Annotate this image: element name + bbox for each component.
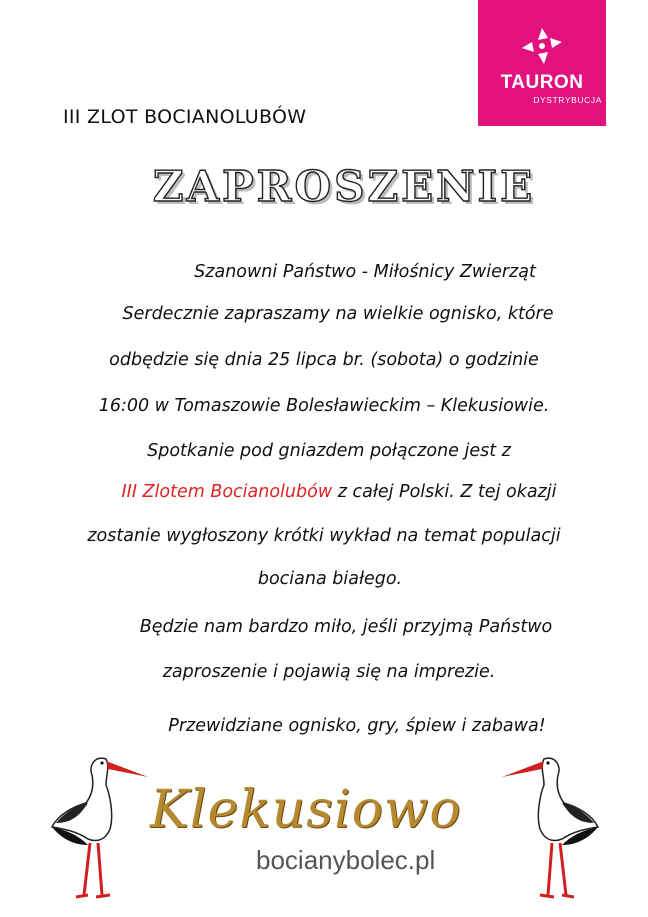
tauron-logo (478, 0, 606, 126)
body-line-6: zostanie wygłoszony krótki wykład na temat populacji (87, 526, 561, 546)
event-highlight: III Zlotem Bocianolubów (121, 482, 333, 502)
tauron-swirl-icon (518, 24, 566, 68)
body-line-9: zaproszenie i pojawią się na imprezie. (162, 662, 496, 682)
body-line-5 (0, 482, 648, 502)
website-link[interactable]: bocianybolec.pl (256, 845, 436, 875)
stork-left-icon (36, 745, 156, 905)
body-line-5-rest: z całej Polski. Z tej okazji (332, 482, 557, 502)
body-line-1: Serdecznie zapraszamy na wielkie ognisko, które (122, 304, 554, 324)
greeting-line: Szanowni Państwo - Miłośnicy Zwierząt (194, 262, 536, 282)
stork-right-icon (494, 745, 614, 905)
body-line-10: Przewidziane ognisko, gry, śpiew i zabawa! (168, 716, 546, 736)
event-name: III ZLOT BOCIANOLUBÓW (63, 106, 307, 128)
body-line-3: 16:00 w Tomaszowie Bolesławieckim – Klekusiowie. (98, 396, 550, 416)
logo-brand: TAURON (500, 72, 584, 93)
klekusiowo-logo: Klekusiowo (150, 780, 462, 840)
body-line-8: Będzie nam bardzo miło, jeśli przyjmą Państwo (139, 617, 553, 637)
page-title: ZAPROSZENIE (152, 162, 536, 211)
body-line-2: odbędzie się dnia 25 lipca br. (sobota) o godzinie (109, 350, 539, 370)
logo-subtitle: DYSTRYBUCJA (533, 95, 602, 105)
body-line-4: Spotkanie pod gniazdem połączone jest z (147, 441, 511, 461)
body-line-7: bociana białego. (257, 569, 403, 589)
